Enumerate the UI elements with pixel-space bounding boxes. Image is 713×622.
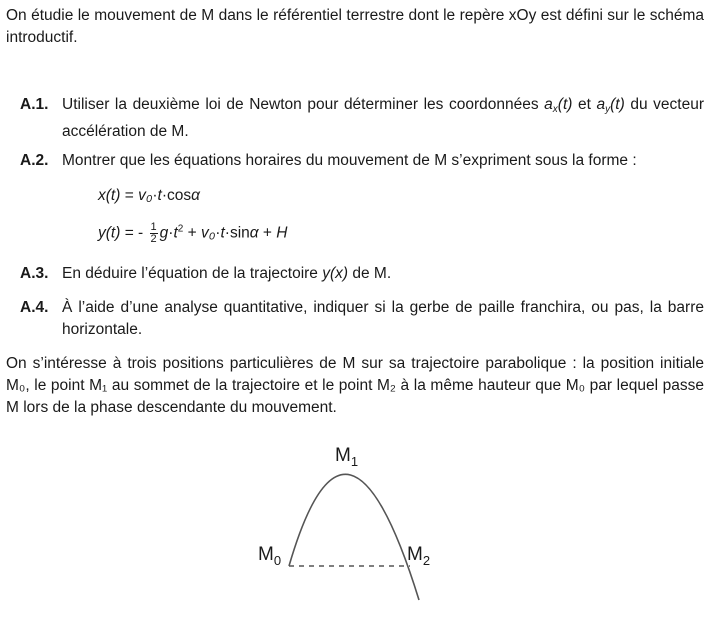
question-number: A.4.	[20, 299, 49, 316]
question-number: A.3.	[20, 265, 49, 282]
fraction-one-half: $\frac{1}{2}$	[150, 221, 157, 245]
equation-y: y(t) = - $\frac{1}{2}$ $g\cdot t^2 + v_0\cdot t\cdot\sin\alpha + H$	[98, 221, 288, 245]
question-text: À l’aide d’une analyse quantitative, indiquer si la gerbe de paille franchira, ou pas, la barre horizontale.	[62, 299, 704, 338]
question-number: A.2.	[20, 152, 49, 169]
question-text: Utiliser la deuxième loi de Newton pour déterminer les coordonnées $a_x(t)$ et $a_y(t)$ du vecteur accélération de M.	[62, 96, 704, 140]
question-a1	[20, 94, 704, 143]
intro-paragraph: On étudie le mouvement de M dans le référentiel terrestre dont le repère xOy est défini sur le schéma introductif.	[6, 7, 704, 46]
parabolic-trajectory	[289, 474, 419, 600]
equation-x: x(t) = v₀·t·cosα	[98, 187, 200, 204]
label-m1: $M_1$	[335, 445, 359, 469]
label-m0: $M_0$	[258, 544, 282, 568]
question-text: Montrer que les équations horaires du mouvement de M s’expriment sous la forme :	[62, 152, 637, 169]
positions-paragraph: On s’intéresse à trois positions particulières de M sur sa trajectoire parabolique : la position initiale M₀, le point M₁ au sommet de la trajectoire et le point M₂ à la même hauteur que M₀ par lequel passe M lors de la phase descendante du mouvement.	[6, 355, 704, 416]
label-m2: $M_2$	[407, 544, 431, 568]
question-a3	[20, 263, 704, 285]
question-a4	[20, 297, 704, 341]
question-text: En déduire l’équation de la trajectoire y(x) de M.	[62, 265, 392, 282]
question-number: A.1.	[20, 96, 49, 113]
question-a2	[20, 150, 704, 172]
